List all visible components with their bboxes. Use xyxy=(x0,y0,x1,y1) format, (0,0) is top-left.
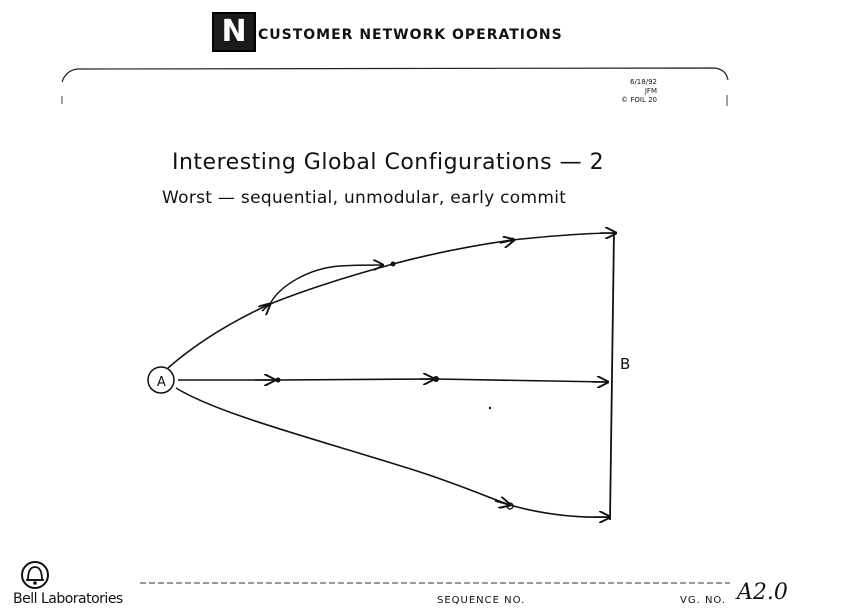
slide-title: Interesting Global Configurations — 2 xyxy=(172,150,605,175)
meta-foil: © FOIL 20 xyxy=(621,96,657,104)
upper-point-1 xyxy=(391,262,396,267)
sequence-number-label: SEQUENCE NO. xyxy=(437,595,526,606)
upper-point-2 xyxy=(510,238,515,243)
vg-number-label: VG. NO. xyxy=(680,595,727,606)
node-a-label: A xyxy=(157,375,166,390)
middle-point-2 xyxy=(433,376,439,382)
vg-number-value: A2.0 xyxy=(737,580,788,605)
meta-date: 6/18/92 xyxy=(630,78,657,86)
middle-point-1 xyxy=(276,378,281,383)
node-b-label: B xyxy=(620,355,631,373)
slide-subtitle: Worst — sequential, unmodular, early commit xyxy=(162,188,567,208)
lower-path xyxy=(176,388,610,517)
meta-author: JFM xyxy=(644,87,657,95)
logo-letter: N xyxy=(221,14,247,49)
company-name: Bell Laboratories xyxy=(13,591,123,607)
stray-dot xyxy=(489,407,491,409)
bell-logo-icon xyxy=(18,560,52,590)
middle-path xyxy=(178,379,608,382)
header-title: CUSTOMER NETWORK OPERATIONS xyxy=(258,27,563,43)
terminal-bar xyxy=(610,231,614,520)
upper-path xyxy=(168,233,616,368)
slide-frame-top xyxy=(62,68,728,82)
